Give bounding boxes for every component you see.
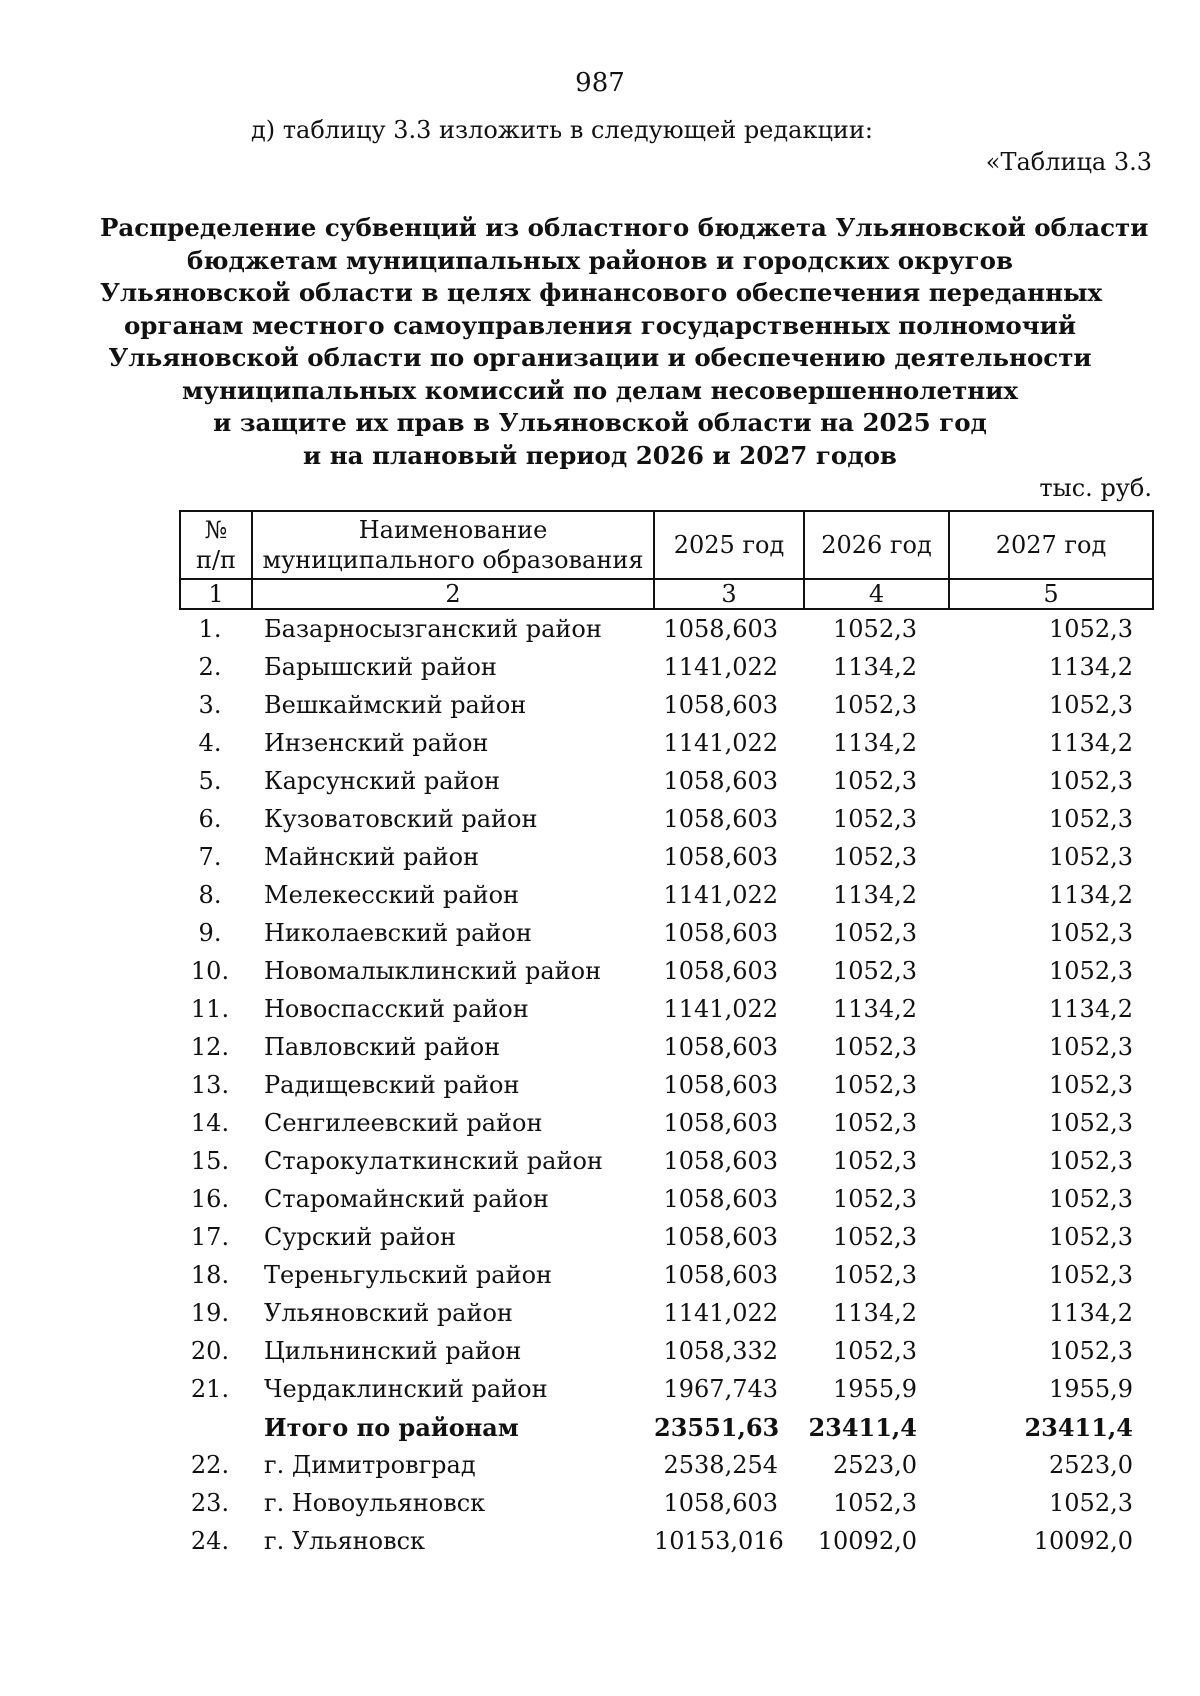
municipality-name: Базарносызганский район [264,615,602,643]
municipality-name: Барышский район [264,653,497,681]
table-row [180,800,1153,838]
value-2026: 1134,2 [833,729,917,757]
value-2027: 1134,2 [1049,1299,1133,1327]
municipality-name: Мелекесский район [264,881,520,909]
table-row [180,1218,1153,1256]
row-number: 23. [190,1489,230,1517]
table-row [180,609,1153,648]
value-2027: 1052,3 [1049,1261,1133,1289]
row-number: 14. [190,1109,230,1137]
municipality-name: Сенгилеевский район [264,1109,543,1137]
value-2025: 1058,603 [663,1261,778,1289]
header-2027: 2027 год [949,511,1153,579]
row-number: 8. [198,881,222,909]
value-2027: 1052,3 [1049,1109,1133,1137]
municipality-name: Майнский район [264,843,480,871]
municipality-name: Инзенский район [264,729,489,757]
value-2026: 1955,9 [833,1375,917,1403]
value-2026: 2523,0 [833,1451,917,1479]
table-row [180,1294,1153,1332]
value-2027: 1052,3 [1049,1337,1133,1365]
row-number: 16. [190,1185,230,1213]
table-row [180,686,1153,724]
table-row [180,1256,1153,1294]
value-2025: 1058,603 [663,1489,778,1517]
header-name [252,511,654,579]
value-2027: 2523,0 [1049,1451,1133,1479]
table-body [180,609,1153,1560]
table-row [180,1180,1153,1218]
title-line: бюджетам муниципальных районов и городских округов [186,245,1013,275]
municipality-name: г. Димитровград [264,1451,476,1479]
title-line: Ульяновской области по организации и обеспечению деятельности [108,343,1092,372]
municipality-name: Новоспасский район [264,995,529,1023]
value-2027: 1052,3 [1049,1489,1133,1517]
row-number: 10. [190,957,230,985]
intro-text: д) таблицу 3.3 изложить в следующей редакции: [251,116,873,144]
table-row [180,1142,1153,1180]
column-number-5: 5 [949,579,1153,609]
municipality-name: Кузоватовский район [264,805,538,833]
table-row [180,1332,1153,1370]
table-caption: «Таблица 3.3 [985,148,1152,176]
municipality-name: Карсунский район [264,767,500,795]
value-2027: 1134,2 [1049,729,1133,757]
row-number: 22. [190,1451,230,1479]
table-row [180,1104,1153,1142]
table-row [180,876,1153,914]
municipality-name: Сурский район [264,1223,457,1251]
header-number-line1: № [204,516,228,544]
row-number: 11. [190,995,230,1023]
value-2026: 1052,3 [833,1489,917,1517]
value-2027: 1052,3 [1049,957,1133,985]
value-2025: 1058,603 [663,1147,778,1175]
value-2025: 2538,254 [663,1451,778,1479]
value-2027: 1134,2 [1049,881,1133,909]
header-2026: 2026 год [804,511,949,579]
header-number-line2: п/п [195,546,237,574]
value-2025: 1058,603 [663,691,778,719]
value-2026: 1052,3 [833,1185,917,1213]
header-name-line2: муниципального образования [262,546,644,574]
table-row [180,1066,1153,1104]
value-2025: 1141,022 [663,995,778,1023]
column-number-2: 2 [252,579,654,609]
table-row [180,724,1153,762]
value-2027: 1134,2 [1049,653,1133,681]
value-2026: 1052,3 [833,1109,917,1137]
title-line: органам местного самоуправления государственных полномочий [123,310,1077,340]
title-line: Ульяновской области в целях финансового обеспечения переданных [100,278,1103,307]
value-2027: 1134,2 [1049,995,1133,1023]
value-2025: 1058,603 [663,1185,778,1213]
header-number [180,511,252,579]
value-2027: 10092,0 [1033,1527,1133,1555]
row-number: 24. [190,1527,230,1555]
value-2026: 1052,3 [833,1261,917,1289]
value-2025: 1058,603 [663,805,778,833]
row-number: 20. [190,1337,230,1365]
value-2025: 23551,63 [654,1412,780,1442]
header-2025: 2025 год [654,511,804,579]
value-2025: 1058,603 [663,1071,778,1099]
value-2026: 1134,2 [833,1299,917,1327]
value-2026: 1052,3 [833,1071,917,1099]
value-2026: 1134,2 [833,881,917,909]
row-number: 21. [190,1375,230,1403]
value-2027: 1052,3 [1049,691,1133,719]
table-row [180,1028,1153,1066]
table-row [180,990,1153,1028]
table-row [180,914,1153,952]
municipality-name: Чердаклинский район [264,1375,548,1403]
table-total-row [180,1408,1153,1446]
value-2026: 1052,3 [833,1337,917,1365]
table-column-numbers-row [180,579,1153,609]
table-row [180,952,1153,990]
value-2025: 1058,603 [663,767,778,795]
row-number: 5. [198,767,222,795]
title-line: муниципальных комиссий по делам несовершеннолетних [182,375,1018,405]
column-number-1: 1 [180,579,252,609]
value-2027: 1955,9 [1049,1375,1133,1403]
municipality-name: г. Ульяновск [264,1527,426,1555]
value-2025: 10153,016 [654,1527,784,1555]
row-number [180,1408,252,1446]
value-2025: 1058,603 [663,843,778,871]
value-2025: 1058,603 [663,1033,778,1061]
row-number: 9. [198,919,222,947]
value-2025: 1058,603 [663,957,778,985]
value-2026: 1052,3 [833,919,917,947]
header-name-line1: Наименование [358,516,548,544]
value-2027: 23411,4 [1024,1412,1133,1442]
value-2025: 1967,743 [663,1375,778,1403]
municipality-name: Николаевский район [264,919,532,947]
value-2027: 1052,3 [1049,1185,1133,1213]
row-number: 7. [198,843,222,871]
column-number-4: 4 [804,579,949,609]
row-number: 3. [198,691,222,719]
value-2025: 1058,603 [663,615,778,643]
value-2027: 1052,3 [1049,1147,1133,1175]
value-2026: 1052,3 [833,843,917,871]
municipality-name: Павловский район [264,1033,501,1061]
table-row [180,648,1153,686]
value-2026: 1052,3 [833,1033,917,1061]
municipality-name: г. Новоульяновск [264,1489,486,1517]
row-number: 6. [198,805,222,833]
value-2026: 1052,3 [833,767,917,795]
row-number: 4. [198,729,222,757]
value-2025: 1058,332 [663,1337,778,1365]
page-number: 987 [575,68,625,98]
table-row [180,838,1153,876]
value-2027: 1052,3 [1049,615,1133,643]
value-2026: 1052,3 [833,615,917,643]
row-number: 19. [190,1299,230,1327]
title-line: Распределение субвенций из областного бюджета Ульяновской области [100,213,1149,242]
table-row [180,1522,1153,1560]
row-number: 12. [190,1033,230,1061]
municipality-name: Старокулаткинский район [264,1147,603,1175]
value-2025: 1058,603 [663,1109,778,1137]
value-2027: 1052,3 [1049,1223,1133,1251]
subventions-table [179,510,1154,1560]
municipality-name: Ульяновский район [264,1299,513,1327]
value-2026: 1134,2 [833,995,917,1023]
value-2026: 10092,0 [817,1527,917,1555]
value-2025: 1058,603 [663,1223,778,1251]
table-header-row [180,511,1153,579]
value-2025: 1141,022 [663,881,778,909]
value-2026: 1052,3 [833,957,917,985]
value-2026: 1052,3 [833,1223,917,1251]
title-line: и на плановый период 2026 и 2027 годов [303,440,897,470]
value-2025: 1141,022 [663,729,778,757]
table-row [180,1484,1153,1522]
municipality-name: Итого по районам [264,1412,519,1442]
value-2026: 23411,4 [808,1412,917,1442]
value-2025: 1141,022 [663,653,778,681]
municipality-name: Тереньгульский район [264,1261,553,1289]
table-row [180,1446,1153,1484]
value-2027: 1052,3 [1049,1071,1133,1099]
value-2027: 1052,3 [1049,1033,1133,1061]
document-title [100,212,1149,472]
value-2026: 1134,2 [833,653,917,681]
row-number: 15. [190,1147,230,1175]
value-2027: 1052,3 [1049,767,1133,795]
value-2025: 1058,603 [663,919,778,947]
value-2027: 1052,3 [1049,805,1133,833]
row-number: 17. [190,1223,230,1251]
row-number: 2. [198,653,222,681]
row-number: 13. [190,1071,230,1099]
municipality-name: Вешкаймский район [264,691,527,719]
municipality-name: Старомайнский район [264,1185,549,1213]
table-row [180,1370,1153,1408]
value-2027: 1052,3 [1049,843,1133,871]
value-2027: 1052,3 [1049,919,1133,947]
municipality-name: Радищевский район [264,1071,520,1099]
row-number: 18. [190,1261,230,1289]
units-label: тыс. руб. [1039,474,1152,502]
title-line: и защите их прав в Ульяновской области на 2025 год [213,408,987,437]
value-2026: 1052,3 [833,691,917,719]
municipality-name: Цильнинский район [264,1337,522,1365]
value-2026: 1052,3 [833,805,917,833]
table-row [180,762,1153,800]
column-number-3: 3 [654,579,804,609]
value-2026: 1052,3 [833,1147,917,1175]
municipality-name: Новомалыклинский район [264,957,602,985]
value-2025: 1141,022 [663,1299,778,1327]
row-number: 1. [198,615,222,643]
